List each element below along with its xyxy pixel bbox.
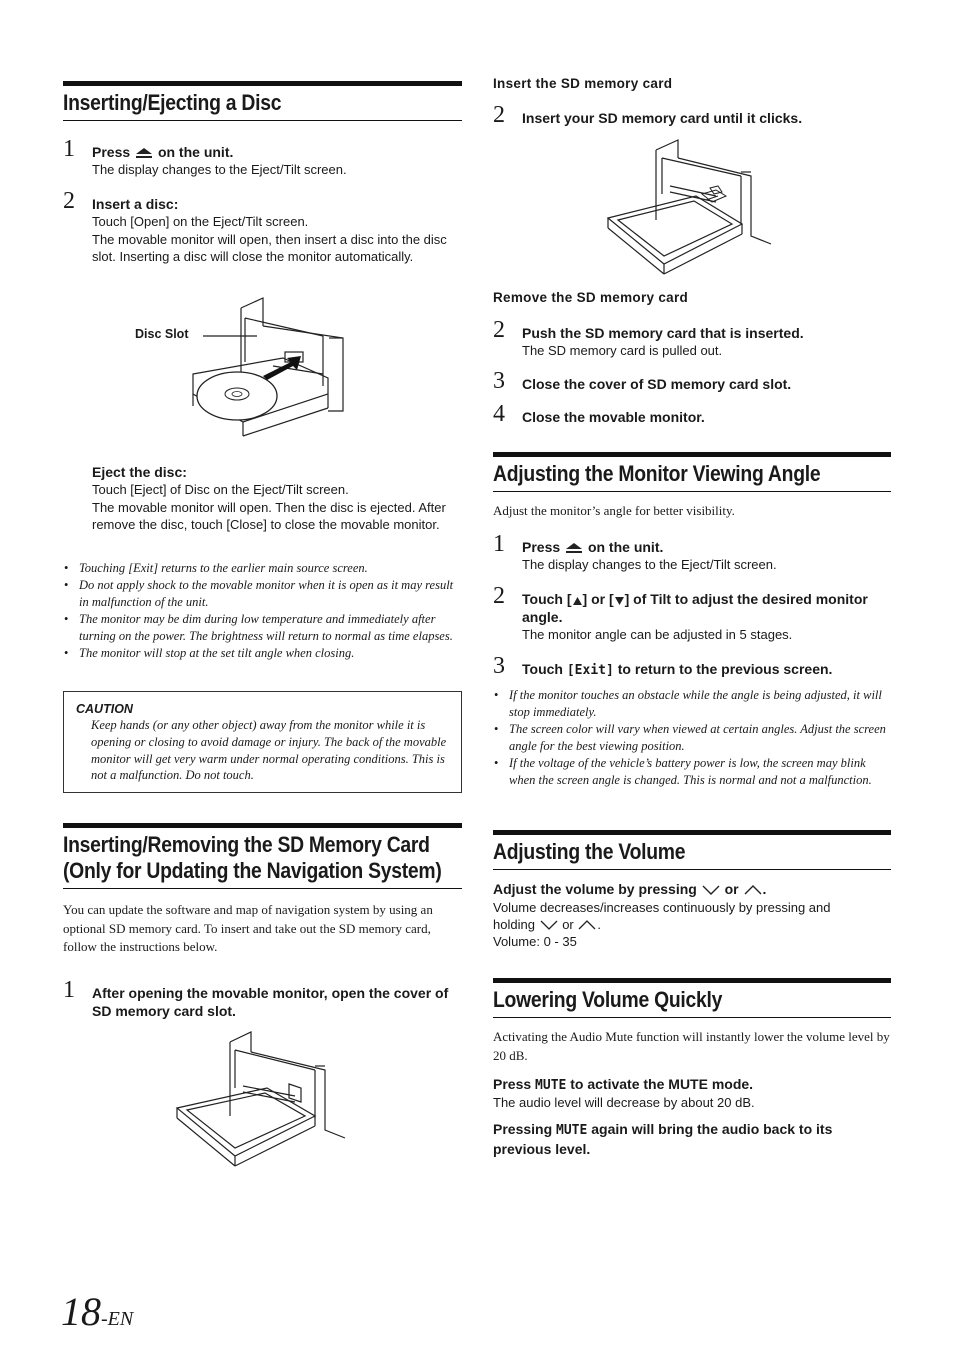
chevron-up-icon	[577, 919, 597, 931]
sd-cover-drawing	[175, 1030, 355, 1170]
insert-sd-step-2: 2 Insert your SD memory card until it clicks.	[493, 102, 803, 128]
disc-step-2: 2 Insert a disc: Touch [Open] on the Eject/Tilt screen. The movable monitor will open, then insert a disc into the disc slot. Inserting a disc will close the monitor automatically.	[63, 188, 447, 264]
disc-slot-label: Disc Slot	[135, 327, 189, 341]
section-title-mute: Lowering Volume Quickly	[493, 978, 891, 1018]
remove-sd-subhead: Remove the SD memory card	[493, 290, 689, 305]
sd-insert-illustration	[606, 136, 776, 278]
triangle-down-icon	[614, 596, 625, 606]
note-item: • The monitor will stop at the set tilt angle when closing.	[63, 645, 462, 662]
remove-sd-step-2: 2 Push the SD memory card that is inserted. The SD memory card is pulled out.	[493, 317, 804, 358]
note-item: • The screen color will vary when viewed at certain angles. Adjust the screen angle for the best viewing position.	[493, 721, 891, 755]
note-item: • If the monitor touches an obstacle while the angle is being adjusted, it will stop immediately.	[493, 687, 891, 721]
mute-press-text: The audio level will decrease by about 20 dB.	[493, 1095, 755, 1110]
note-item: • If the voltage of the vehicle’s battery power is low, the screen may blink when the screen angle is changed. This is normal and not a malfunction.	[493, 755, 891, 789]
disc-insert-illustration	[133, 296, 363, 441]
section-title-disc: Inserting/Ejecting a Disc	[63, 81, 462, 121]
insert-sd-subhead: Insert the SD memory card	[493, 76, 673, 91]
sd-intro: You can update the software and map of navigation system by using an optional SD memory card. To insert and take out the SD memory card, follow the instructions below.	[63, 902, 433, 954]
note-item: • Do not apply shock to the movable monitor when it is open as it may result in malfunction of the unit.	[63, 577, 462, 611]
triangle-up-icon	[572, 596, 583, 606]
eject-icon	[134, 147, 154, 159]
disc-notes-list	[63, 560, 462, 662]
volume-desc-1: Volume decreases/increases continuously by pressing and	[493, 900, 831, 915]
mute-again-line: Pressing MUTE again will bring the audio back to its previous level.	[493, 1121, 833, 1157]
mute-key-label: MUTE	[535, 1078, 567, 1093]
remove-sd-step-3: 3 Close the cover of SD memory card slot.	[493, 368, 792, 394]
sd-step-1: 1 After opening the movable monitor, open the cover of SD memory card slot.	[63, 977, 449, 1019]
volume-instruction: Adjust the volume by pressing or .	[493, 881, 767, 897]
section-title-sd: Inserting/Removing the SD Memory Card (Only for Updating the Navigation System)	[63, 823, 462, 889]
chevron-down-icon	[701, 884, 721, 896]
angle-step-1: 1 Press on the unit. The display changes to the Eject/Tilt screen.	[493, 531, 777, 572]
disc-unit-drawing	[133, 296, 363, 441]
note-item: • Touching [Exit] returns to the earlier main source screen.	[63, 560, 462, 577]
mute-key-label: MUTE	[556, 1123, 588, 1138]
mute-press-line: Press MUTE to activate the MUTE mode.	[493, 1076, 754, 1093]
remove-sd-step-4: 4 Close the movable monitor.	[493, 401, 705, 427]
section-title-volume: Adjusting the Volume	[493, 830, 891, 870]
section-title-angle: Adjusting the Monitor Viewing Angle	[493, 452, 891, 492]
volume-desc-2: holding or .	[493, 917, 601, 932]
chevron-up-icon	[743, 884, 763, 896]
angle-step-3: 3 Touch [Exit] to return to the previous screen.	[493, 653, 833, 679]
mute-intro: Activating the Audio Mute function will instantly lower the volume level by 20 dB.	[493, 1029, 890, 1063]
angle-step-2: 2 Touch [ ] or [ ] of Tilt to adjust the desired monitor angle. The monitor angle can be adjusted in 5 stages.	[493, 583, 868, 642]
sd-insert-drawing	[606, 136, 776, 278]
disc-step-1: 1 Press on the unit. The display changes to the Eject/Tilt screen.	[63, 136, 347, 177]
sd-cover-illustration	[175, 1030, 355, 1170]
note-item: • The monitor may be dim during low temperature and immediately after turning on the power. The brightness will return to normal as time elapses.	[63, 611, 462, 645]
angle-intro: Adjust the monitor’s angle for better visibility.	[493, 503, 735, 518]
exit-key-label: [Exit]	[566, 663, 614, 678]
caution-box: CAUTION Keep hands (or any other object) away from the monitor while it is opening or closing to avoid damage or injury. The back of the movable monitor will get very warm under normal operating conditions. This is not a malfunction. Do not touch.	[63, 691, 462, 793]
disc-eject: Eject the disc: Touch [Eject] of Disc on the Eject/Tilt screen. The movable monitor will open. Then the disc is ejected. After remove the disc, touch [Close] to close the movable monitor.	[92, 464, 446, 532]
volume-range: Volume: 0 - 35	[493, 934, 577, 949]
chevron-down-icon	[539, 919, 559, 931]
angle-notes-list	[493, 687, 891, 789]
eject-icon	[564, 542, 584, 554]
page-number: 18-EN	[61, 1289, 134, 1334]
